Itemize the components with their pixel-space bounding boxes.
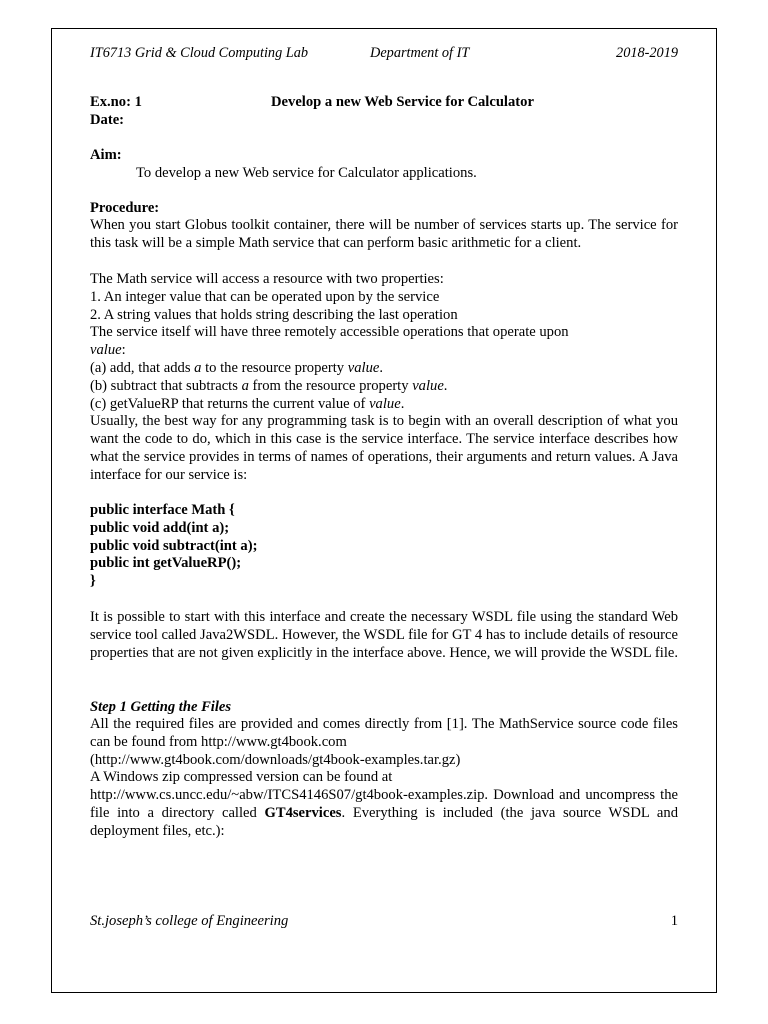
step1-heading: Step 1 Getting the Files: [90, 699, 232, 715]
op-b-prop: value: [412, 377, 444, 394]
academic-year: 2018-2019: [616, 45, 678, 61]
procedure-paragraph-3: Usually, the best way for any programming task is to begin with an overall description of what you want the code to do, which in this case is the service interface. The service interface describes how what the service provides in terms of names of operations, their arguments and return values. A Java interface for our service is:: [90, 413, 678, 483]
op-c-pre: (c) getValueRP that returns the current value of: [90, 395, 370, 412]
step1-line-1: All the required files are provided and comes directly from [1]. The MathService source code files can be found from http://www.gt4book.com: [90, 716, 678, 750]
op-a-pre: (a) add, that adds: [90, 359, 195, 376]
code-line-4: public int getValueRP();: [90, 555, 242, 572]
op-b-end: .: [443, 377, 448, 394]
step1-body: [90, 716, 678, 841]
op-b-mid: from the resource property: [248, 377, 413, 394]
op-a-prop: value: [347, 359, 380, 376]
p2-line-3: 2. A string values that holds string describing the last operation: [90, 306, 458, 323]
step1-l4-pre: http://www.cs.uncc.edu/~abw/ITCS4146S07/gt4book-examples.zip. Download and uncompress the file into a directory called: [90, 787, 678, 821]
p2-line-4: The service itself will have three remotely accessible operations that operate upon: [90, 324, 569, 341]
code-line-5: }: [90, 573, 96, 590]
p2-line-2: 1. An integer value that can be operated upon by the service: [90, 288, 440, 305]
op-a-var: a: [194, 359, 202, 376]
step1-line-3: A Windows zip compressed version can be found at: [90, 769, 393, 786]
op-a-mid: to the resource property: [201, 359, 348, 376]
course-title: IT6713 Grid & Cloud Computing Lab: [90, 45, 309, 61]
code-block: [90, 502, 678, 591]
value-colon: :: [121, 342, 126, 359]
gt4services-dir: GT4services: [264, 804, 342, 821]
exercise-title: Develop a new Web Service for Calculator: [271, 94, 534, 110]
college-name: St.joseph’s college of Engineering: [90, 913, 289, 929]
step1-line-2: (http://www.gt4book.com/downloads/gt4book-examples.tar.gz): [90, 751, 461, 768]
operation-a: [90, 360, 678, 378]
page-number: 1: [670, 913, 678, 929]
paragraph-wsdl: It is possible to start with this interface and create the necessary WSDL file using the standard Web service tool called Java2WSDL. However, the WSDL file for GT 4 has to include details of resource properties that are not given explicitly in the interface above. Hence, we will provide the WSDL file.: [90, 609, 679, 661]
op-b-pre: (b) subtract that subtracts: [90, 377, 242, 394]
aim-heading: Aim:: [90, 147, 122, 163]
procedure-paragraph-1: When you start Globus toolkit container, there will be number of services starts up. The service for this task will be a simple Math service that can perform basic arithmetic for a client.: [90, 217, 678, 251]
page-header: [90, 45, 678, 65]
exercise-number: Ex.no: 1: [90, 94, 142, 110]
code-line-2: public void add(int a);: [90, 519, 230, 536]
operation-b: [90, 378, 678, 396]
p2-line-1: The Math service will access a resource with two properties:: [90, 271, 444, 287]
page-footer: [90, 913, 678, 933]
procedure-heading: Procedure:: [90, 200, 160, 216]
op-a-end: .: [379, 359, 384, 376]
op-b-var: a: [241, 377, 249, 394]
value-line: [90, 342, 678, 360]
value-word: value: [90, 342, 122, 359]
code-line-3: public void subtract(int a);: [90, 537, 258, 554]
procedure-paragraph-2: [90, 271, 678, 485]
code-line-1: public interface Math {: [90, 502, 235, 518]
aim-text: To develop a new Web service for Calculator applications.: [136, 165, 477, 181]
date-label: Date:: [90, 112, 125, 128]
op-c-end: .: [400, 395, 405, 412]
step1-line-4: [90, 787, 678, 840]
department: Department of IT: [370, 45, 470, 61]
step1-l4-post: . Everything is included (the java source WSDL and deployment files, etc.):: [90, 804, 679, 839]
operation-c: [90, 396, 678, 414]
op-c-prop: value: [369, 395, 401, 412]
